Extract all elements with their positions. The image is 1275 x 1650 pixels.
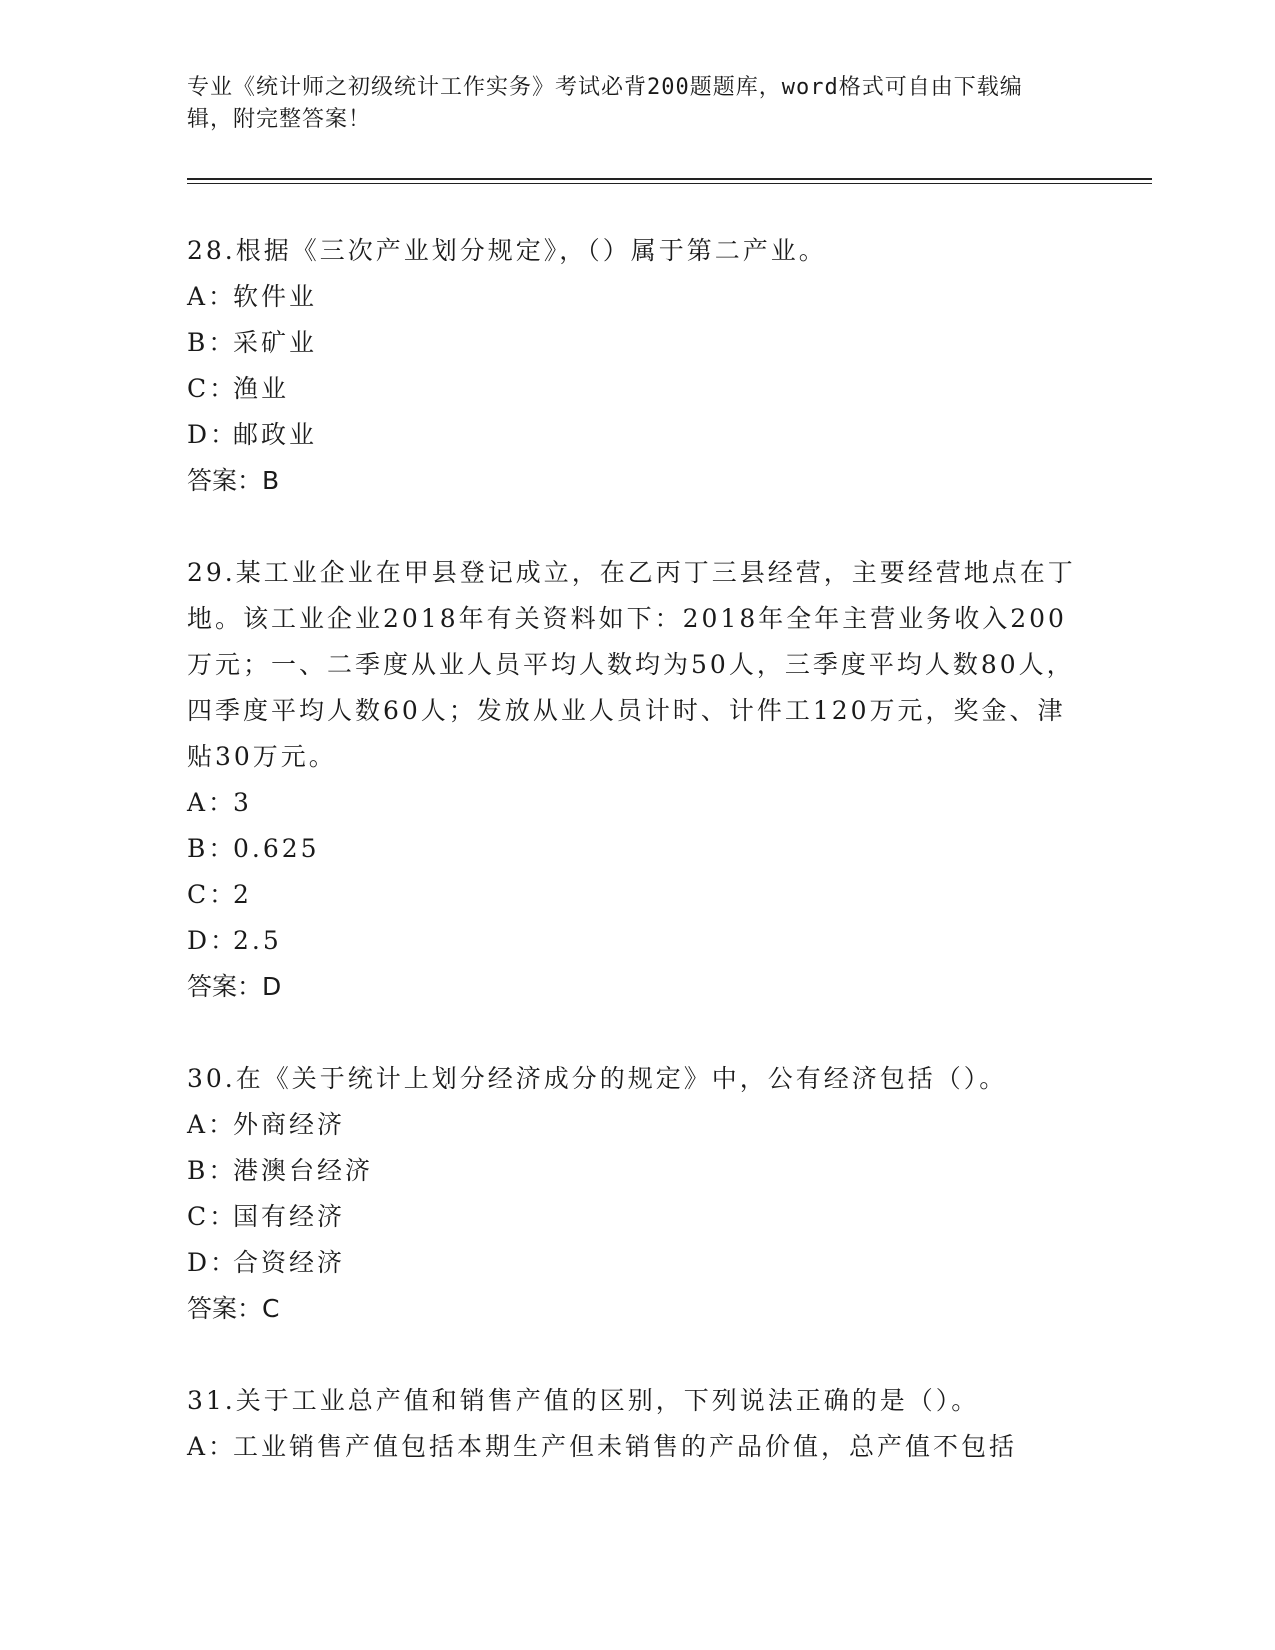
option-b — [187, 320, 1077, 366]
header-divider-thick — [187, 178, 1152, 180]
option-key: B： — [187, 834, 237, 863]
answer-line: 答案：D — [187, 972, 282, 1001]
answer-line: 答案：C — [187, 1294, 280, 1323]
option-text: 国有经济 — [233, 1202, 346, 1231]
option-key: D： — [187, 420, 239, 449]
option-c — [187, 872, 1077, 918]
question-stem: 30.在《关于统计上划分经济成分的规定》中，公有经济包括（）。 — [187, 1064, 1008, 1093]
option-text: 2 — [233, 880, 252, 909]
option-key: A： — [187, 1432, 237, 1461]
question-31 — [187, 1378, 1077, 1470]
option-key: B： — [187, 1156, 237, 1185]
option-key: B： — [187, 328, 237, 357]
option-b — [187, 1148, 1077, 1194]
option-d — [187, 1240, 1077, 1286]
option-c — [187, 1194, 1077, 1240]
question-stem: 29.某工业企业在甲县登记成立，在乙丙丁三县经营，主要经营地点在丁地。该工业企业2018年有关资料如下：2018年全年主营业务收入200万元；一、二季度从业人员平均人数均为50人，三季度平均人数80人，四季度平均人数60人；发放从业人员计时、计件工120万元，奖金、津贴30万元。 — [187, 558, 1076, 771]
option-key: C： — [187, 1202, 238, 1231]
option-text: 采矿业 — [233, 328, 318, 357]
question-stem: 28.根据《三次产业划分规定》，（）属于第二产业。 — [187, 236, 827, 265]
option-key: D： — [187, 1248, 239, 1277]
option-key: C： — [187, 880, 238, 909]
option-text: 0.625 — [233, 834, 320, 863]
option-d — [187, 918, 1077, 964]
option-text: 渔业 — [233, 374, 290, 403]
option-key: A： — [187, 282, 237, 311]
option-text: 港澳台经济 — [233, 1156, 374, 1185]
option-text: 工业销售产值包括本期生产但未销售的产品价值，总产值不包括 — [233, 1432, 1018, 1461]
question-28 — [187, 228, 1077, 504]
option-key: D： — [187, 926, 239, 955]
option-text: 合资经济 — [233, 1248, 346, 1277]
document-header: 专业《统计师之初级统计工作实务》考试必背200题题库，word格式可自由下载编辑，附完整答案！ — [187, 75, 1023, 132]
option-a — [187, 274, 1077, 320]
option-a — [187, 1424, 1077, 1470]
option-b — [187, 826, 1077, 872]
question-29 — [187, 550, 1077, 1010]
option-text: 软件业 — [233, 282, 318, 311]
question-list — [187, 228, 1077, 1516]
option-text: 3 — [233, 788, 252, 817]
option-text: 邮政业 — [233, 420, 318, 449]
option-d — [187, 412, 1077, 458]
option-a — [187, 1102, 1077, 1148]
option-text: 外商经济 — [233, 1110, 346, 1139]
question-30 — [187, 1056, 1077, 1332]
option-key: A： — [187, 1110, 237, 1139]
question-stem: 31.关于工业总产值和销售产值的区别，下列说法正确的是（）。 — [187, 1386, 980, 1415]
option-key: C： — [187, 374, 238, 403]
option-text: 2.5 — [233, 926, 282, 955]
header-divider-thin — [187, 183, 1152, 184]
option-c — [187, 366, 1077, 412]
option-a — [187, 780, 1077, 826]
answer-line: 答案：B — [187, 466, 280, 495]
option-key: A： — [187, 788, 237, 817]
